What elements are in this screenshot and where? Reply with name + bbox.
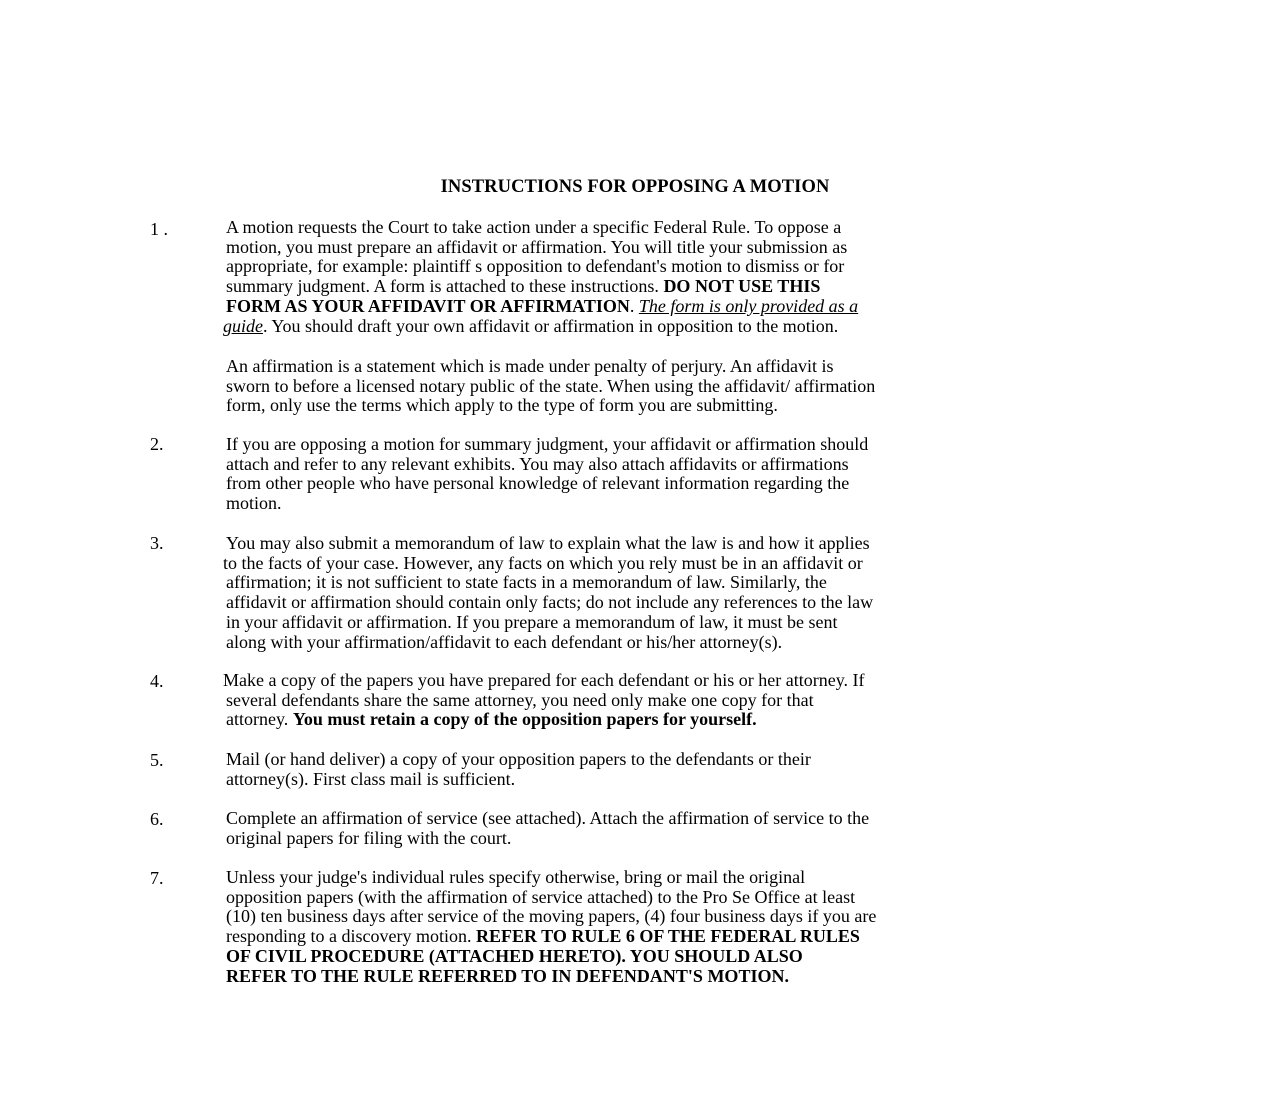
paragraph-line: to the facts of your case. However, any facts on which you rely must be in an affidavit or <box>223 552 863 573</box>
paragraph-line: along with your affirmation/affidavit to each defendant or his/her attorney(s). <box>226 631 783 652</box>
paragraph-line: You may also submit a memorandum of law to explain what the law is and how it applies <box>226 533 870 553</box>
list-item <box>226 435 1126 514</box>
paragraph-line: (10) ten business days after service of the moving papers, (4) four business days if you are <box>226 906 877 927</box>
item-number: 4. <box>150 671 164 691</box>
item-number: 1 . <box>150 219 168 239</box>
paragraph-line: from other people who have personal knowledge of relevant information regarding the <box>226 473 850 494</box>
warning-line: REFER TO THE RULE REFERRED TO IN DEFENDANT'S MOTION. <box>226 965 789 986</box>
list-item <box>223 533 1126 652</box>
paragraph-line <box>226 277 1126 297</box>
emphasis-text: guide <box>223 315 263 336</box>
paragraph-line: form, only use the terms which apply to the type of form you are submitting. <box>226 395 778 416</box>
item-number: 2. <box>150 434 164 454</box>
paragraph-line: Unless your judge's individual rules specify otherwise, bring or mail the original <box>226 867 806 887</box>
paragraph-line: original papers for filing with the court. <box>226 827 512 848</box>
paragraph-line: A motion requests the Court to take action under a specific Federal Rule. To oppose a <box>226 217 842 237</box>
text-run: . You should draft your own affidavit or affirmation in opposition to the motion. <box>263 315 839 336</box>
emphasis-text: The form is only provided as a <box>638 295 859 316</box>
warning-line: OF CIVIL PROCEDURE (ATTACHED HERETO). YOU SHOULD ALSO <box>226 945 803 966</box>
list-item-paragraph <box>226 357 1126 416</box>
list-item <box>226 809 1126 848</box>
text-run: responding to a discovery motion. <box>226 926 476 947</box>
warning-text: DO NOT USE THIS <box>663 276 821 297</box>
paragraph-line: appropriate, for example: plaintiff s opposition to defendant's motion to dismiss or for <box>226 256 845 277</box>
paragraph-line: An affirmation is a statement which is made under penalty of perjury. An affidavit is <box>226 356 834 376</box>
paragraph-line <box>226 710 1126 730</box>
item-number: 3. <box>150 533 164 553</box>
paragraph-line: attorney(s). First class mail is sufficient. <box>226 768 516 789</box>
paragraph-line: affirmation; it is not sufficient to state facts in a memorandum of law. Similarly, the <box>226 572 827 593</box>
paragraph-line: Mail (or hand deliver) a copy of your opposition papers to the defendants or their <box>226 749 811 769</box>
paragraph-line: in your affidavit or affirmation. If you prepare a memorandum of law, it must be sent <box>226 611 838 632</box>
paragraph-line: affidavit or affirmation should contain only facts; do not include any references to the law <box>226 592 874 613</box>
paragraph-line: sworn to before a licensed notary public of the state. When using the affidavit/ affirmation <box>226 375 876 396</box>
paragraph-line <box>226 297 1126 317</box>
warning-text: You must retain a copy of the opposition papers for yourself. <box>292 709 757 730</box>
list-item <box>223 217 1126 336</box>
warning-text: REFER TO RULE 6 OF THE FEDERAL RULES <box>475 926 860 947</box>
list-item <box>226 750 1126 789</box>
page-title: INSTRUCTIONS FOR OPPOSING A MOTION <box>440 177 830 197</box>
paragraph-line: opposition papers (with the affirmation of service attached) to the Pro Se Office at least <box>226 886 856 907</box>
paragraph-line <box>223 317 1126 337</box>
paragraph-line: motion. <box>226 493 282 514</box>
text-run: attorney. <box>226 709 293 730</box>
paragraph-line: If you are opposing a motion for summary judgment, your affidavit or affirmation should <box>226 434 869 454</box>
text-run: summary judgment. A form is attached to these instructions. <box>226 276 664 297</box>
item-number: 5. <box>150 750 164 770</box>
text-run: . <box>629 295 639 316</box>
warning-text: FORM AS YOUR AFFIDAVIT OR AFFIRMATION <box>226 295 630 316</box>
paragraph-line: attach and refer to any relevant exhibits. You may also attach affidavits or affirmations <box>226 453 849 474</box>
list-item <box>226 868 1126 986</box>
paragraph-line: motion, you must prepare an affidavit or affirmation. You will title your submission as <box>226 236 848 257</box>
list-item <box>223 670 1126 730</box>
paragraph-line <box>226 927 1126 947</box>
paragraph-line: Make a copy of the papers you have prepared for each defendant or his or her attorney. If <box>223 670 865 690</box>
item-number: 6. <box>150 809 164 829</box>
paragraph-line: Complete an affirmation of service (see attached). Attach the affirmation of service to the <box>226 808 870 828</box>
item-number: 7. <box>150 868 164 888</box>
paragraph-line: several defendants share the same attorney, you need only make one copy for that <box>226 689 814 710</box>
